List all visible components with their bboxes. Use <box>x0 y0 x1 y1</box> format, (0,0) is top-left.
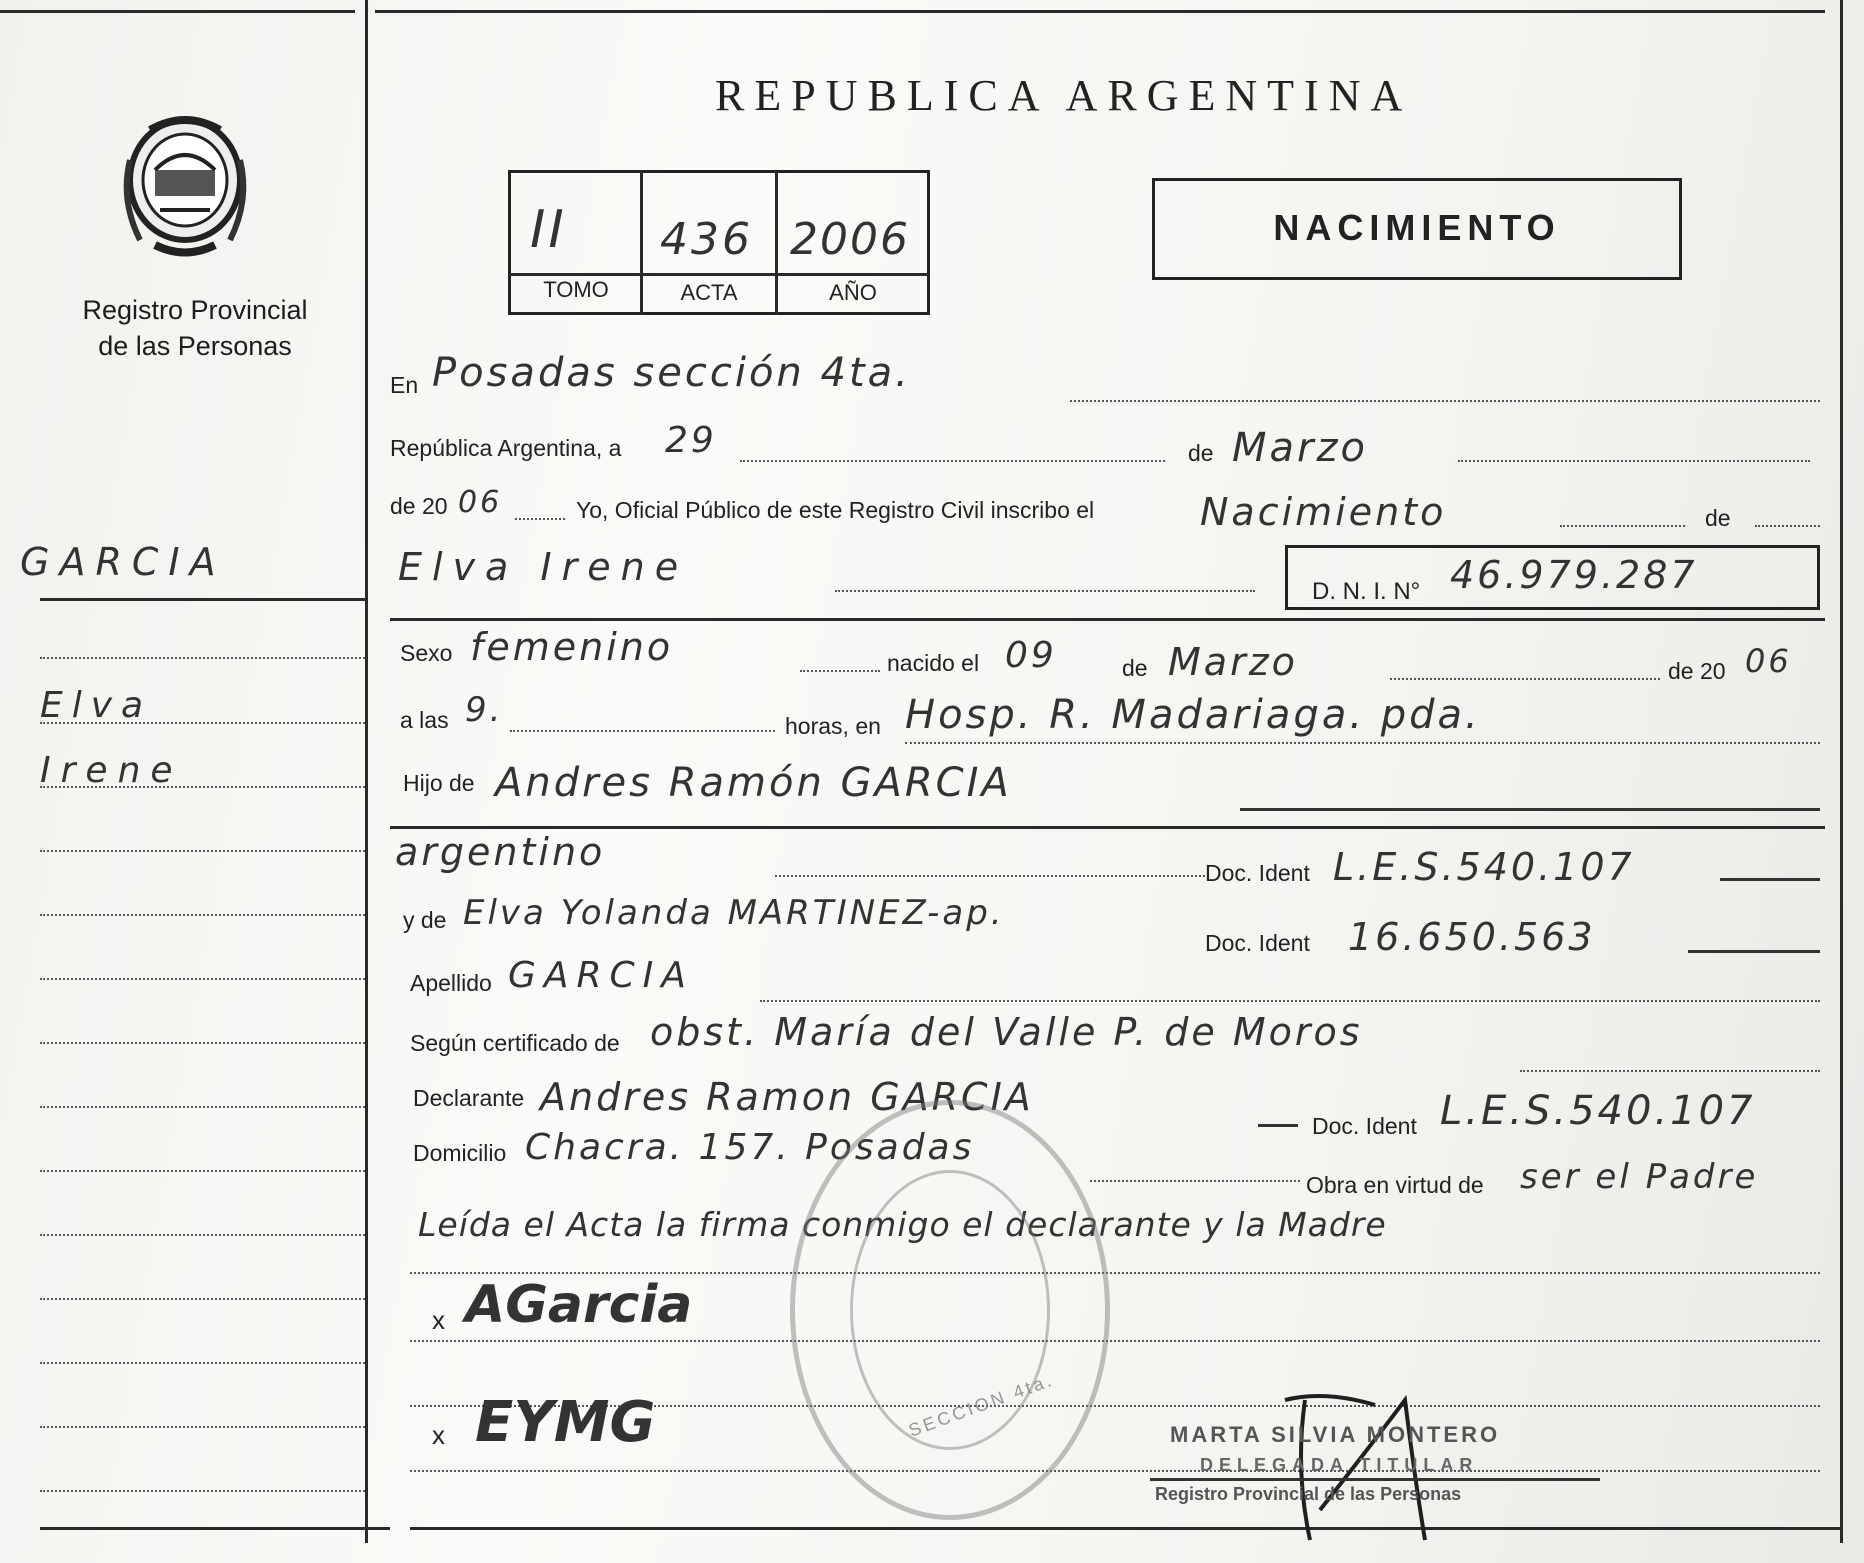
child-name-dotted-rule <box>835 590 1255 592</box>
birth-month: Marzo <box>1168 640 1298 684</box>
nacido-label: nacido el <box>887 650 980 676</box>
column-divider <box>365 0 368 1543</box>
father-nationality: argentino <box>395 830 606 874</box>
de-label-3: de <box>1122 655 1148 681</box>
obra-label: Obra en virtud de <box>1306 1172 1484 1198</box>
registry-name <box>40 292 350 364</box>
yo-label: Yo, Oficial Público de este Registro Civil inscribo el <box>576 497 1095 523</box>
year-dotted-rule <box>515 518 565 520</box>
registry-line-1: Registro Provincial <box>82 295 308 325</box>
tomo-label: TOMO <box>543 277 609 302</box>
official-signature-rule <box>1150 1478 1600 1481</box>
margin-dotted-rule <box>40 978 365 980</box>
form-dotted-rule <box>410 1470 1820 1472</box>
segun-value: obst. María del Valle P. de Moros <box>650 1010 1363 1054</box>
margin-dotted-rule <box>40 1234 365 1236</box>
doc-ident-label: Doc. Ident <box>1205 860 1310 886</box>
margin-surname: GARCIA <box>20 540 226 584</box>
anio-label: AÑO <box>829 280 877 305</box>
official-office: Registro Provincial de las Personas <box>1155 1484 1462 1504</box>
bottom-border-right <box>410 1527 1840 1530</box>
month-value: Marzo <box>1232 425 1368 471</box>
nationality-dotted-rule <box>775 875 1205 877</box>
margin-dotted-rule <box>40 1042 365 1044</box>
declarante-doc: L.E.S.540.107 <box>1440 1088 1756 1134</box>
sexo-dotted-rule <box>800 670 880 672</box>
alas-label: a las <box>400 707 449 733</box>
acta-label: ACTA <box>680 280 738 305</box>
declarante-label: Declarante <box>413 1085 525 1111</box>
margin-dotted-rule <box>40 1490 365 1492</box>
inscribo-dotted-rule <box>1560 525 1685 527</box>
hour-dotted-rule <box>510 730 775 732</box>
apellido-value: GARCIA <box>508 955 694 996</box>
declarante-value: Andres Ramon GARCIA <box>540 1075 1034 1119</box>
de-dotted-rule <box>1755 525 1820 527</box>
place-value: Posadas sección 4ta. <box>432 350 911 396</box>
leida-text: Leída el Acta la firma conmigo el declarante y la Madre <box>418 1205 1387 1244</box>
day-dotted-rule <box>740 460 1165 462</box>
margin-dotted-rule <box>40 850 365 852</box>
tomo-value: II <box>530 200 567 260</box>
child-name: Elva Irene <box>398 545 689 589</box>
dni-label: D. N. I. N° <box>1312 578 1421 605</box>
margin-dotted-rule <box>40 1426 365 1428</box>
margin-dotted-rule <box>40 1298 365 1300</box>
apellido-dotted-rule <box>760 1000 1820 1002</box>
signature-1-mark: x <box>432 1305 445 1335</box>
yde-label: y de <box>403 907 447 933</box>
acta-value: 436 <box>660 214 753 265</box>
doc-ident-label-2: Doc. Ident <box>1205 930 1310 956</box>
republica-label: República Argentina, a <box>390 435 622 461</box>
country-title: REPUBLICA ARGENTINA <box>715 71 1413 120</box>
margin-dotted-rule <box>40 657 365 659</box>
stamp-section-text: SECCION 4ta. <box>906 1369 1057 1441</box>
birth-month-dotted-rule <box>1390 678 1660 680</box>
section-rule <box>390 618 1825 621</box>
margin-dotted-rule <box>40 1170 365 1172</box>
anio-value: 2006 <box>790 214 910 265</box>
official-name: MARTA SILVIA MONTERO <box>1170 1422 1501 1447</box>
margin-dotted-rule <box>40 722 365 724</box>
hijo-label: Hijo de <box>403 770 475 796</box>
birth-day: 09 <box>1005 635 1057 676</box>
signature-declarante: AGarcia <box>465 1275 693 1335</box>
margin-rule <box>40 598 365 601</box>
registry-line-2: de las Personas <box>98 331 292 361</box>
year-suffix: 06 <box>458 485 503 520</box>
father-rule <box>390 826 1825 829</box>
domicilio-dotted-rule <box>1090 1180 1300 1182</box>
signature-2-mark: x <box>432 1420 445 1450</box>
sexo-value: femenino <box>470 625 674 669</box>
right-border <box>1840 0 1843 1543</box>
margin-dotted-rule <box>40 1106 365 1108</box>
margin-name-2: Irene <box>40 750 183 791</box>
domicilio-value: Chacra. 157. Posadas <box>525 1127 975 1168</box>
document-type: NACIMIENTO <box>1273 207 1561 248</box>
en-label: En <box>390 372 419 398</box>
de-label: de <box>1188 440 1214 466</box>
misiones-seal-icon <box>110 100 260 270</box>
signature-madre: EYMG <box>475 1390 656 1455</box>
declarante-rule <box>1258 1124 1298 1127</box>
doc-ident-label-3: Doc. Ident <box>1312 1113 1417 1139</box>
record-box-rule <box>508 273 930 276</box>
domicilio-label: Domicilio <box>413 1140 507 1166</box>
dni-value: 46.979.287 <box>1450 553 1698 597</box>
sexo-label: Sexo <box>400 640 453 666</box>
official-title: DELEGADA TITULAR <box>1200 1455 1479 1475</box>
margin-dotted-rule <box>40 1362 365 1364</box>
form-dotted-rule <box>410 1340 1820 1342</box>
top-border-right <box>375 10 1825 13</box>
de-label-2: de <box>1705 505 1731 531</box>
father-doc: L.E.S.540.107 <box>1333 845 1635 889</box>
horas-label: horas, en <box>785 713 881 739</box>
father-doc-rule <box>1720 878 1820 881</box>
en-dotted-rule <box>1070 400 1820 402</box>
birthplace-value: Hosp. R. Madariaga. pda. <box>905 692 1481 738</box>
birth-year-suffix: 06 <box>1745 642 1792 680</box>
margin-name-1: Elva <box>40 685 153 726</box>
birth-year-prefix: de 20 <box>1668 658 1726 684</box>
apellido-label: Apellido <box>410 970 492 996</box>
mother-doc: 16.650.563 <box>1348 915 1596 959</box>
margin-dotted-rule <box>40 914 365 916</box>
mother-doc-rule <box>1688 950 1820 953</box>
hour-value: 9. <box>465 690 504 730</box>
segun-label: Según certificado de <box>410 1030 620 1056</box>
obra-value: ser el Padre <box>1520 1157 1759 1197</box>
top-border-left <box>0 10 355 13</box>
inscribo-value: Nacimiento <box>1200 490 1447 534</box>
father-name-rule <box>1240 808 1820 811</box>
birthplace-dotted-rule <box>905 742 1820 744</box>
bottom-border-left <box>40 1527 390 1530</box>
mother-name: Elva Yolanda MARTINEZ-ap. <box>463 893 1005 933</box>
margin-dotted-rule <box>40 786 365 788</box>
year-prefix: de 20 <box>390 493 448 519</box>
father-name: Andres Ramón GARCIA <box>495 760 1012 806</box>
month-dotted-rule <box>1458 460 1810 462</box>
segun-dotted-rule <box>1520 1070 1820 1072</box>
form-dotted-rule <box>410 1272 1820 1274</box>
day-value: 29 <box>665 420 717 461</box>
